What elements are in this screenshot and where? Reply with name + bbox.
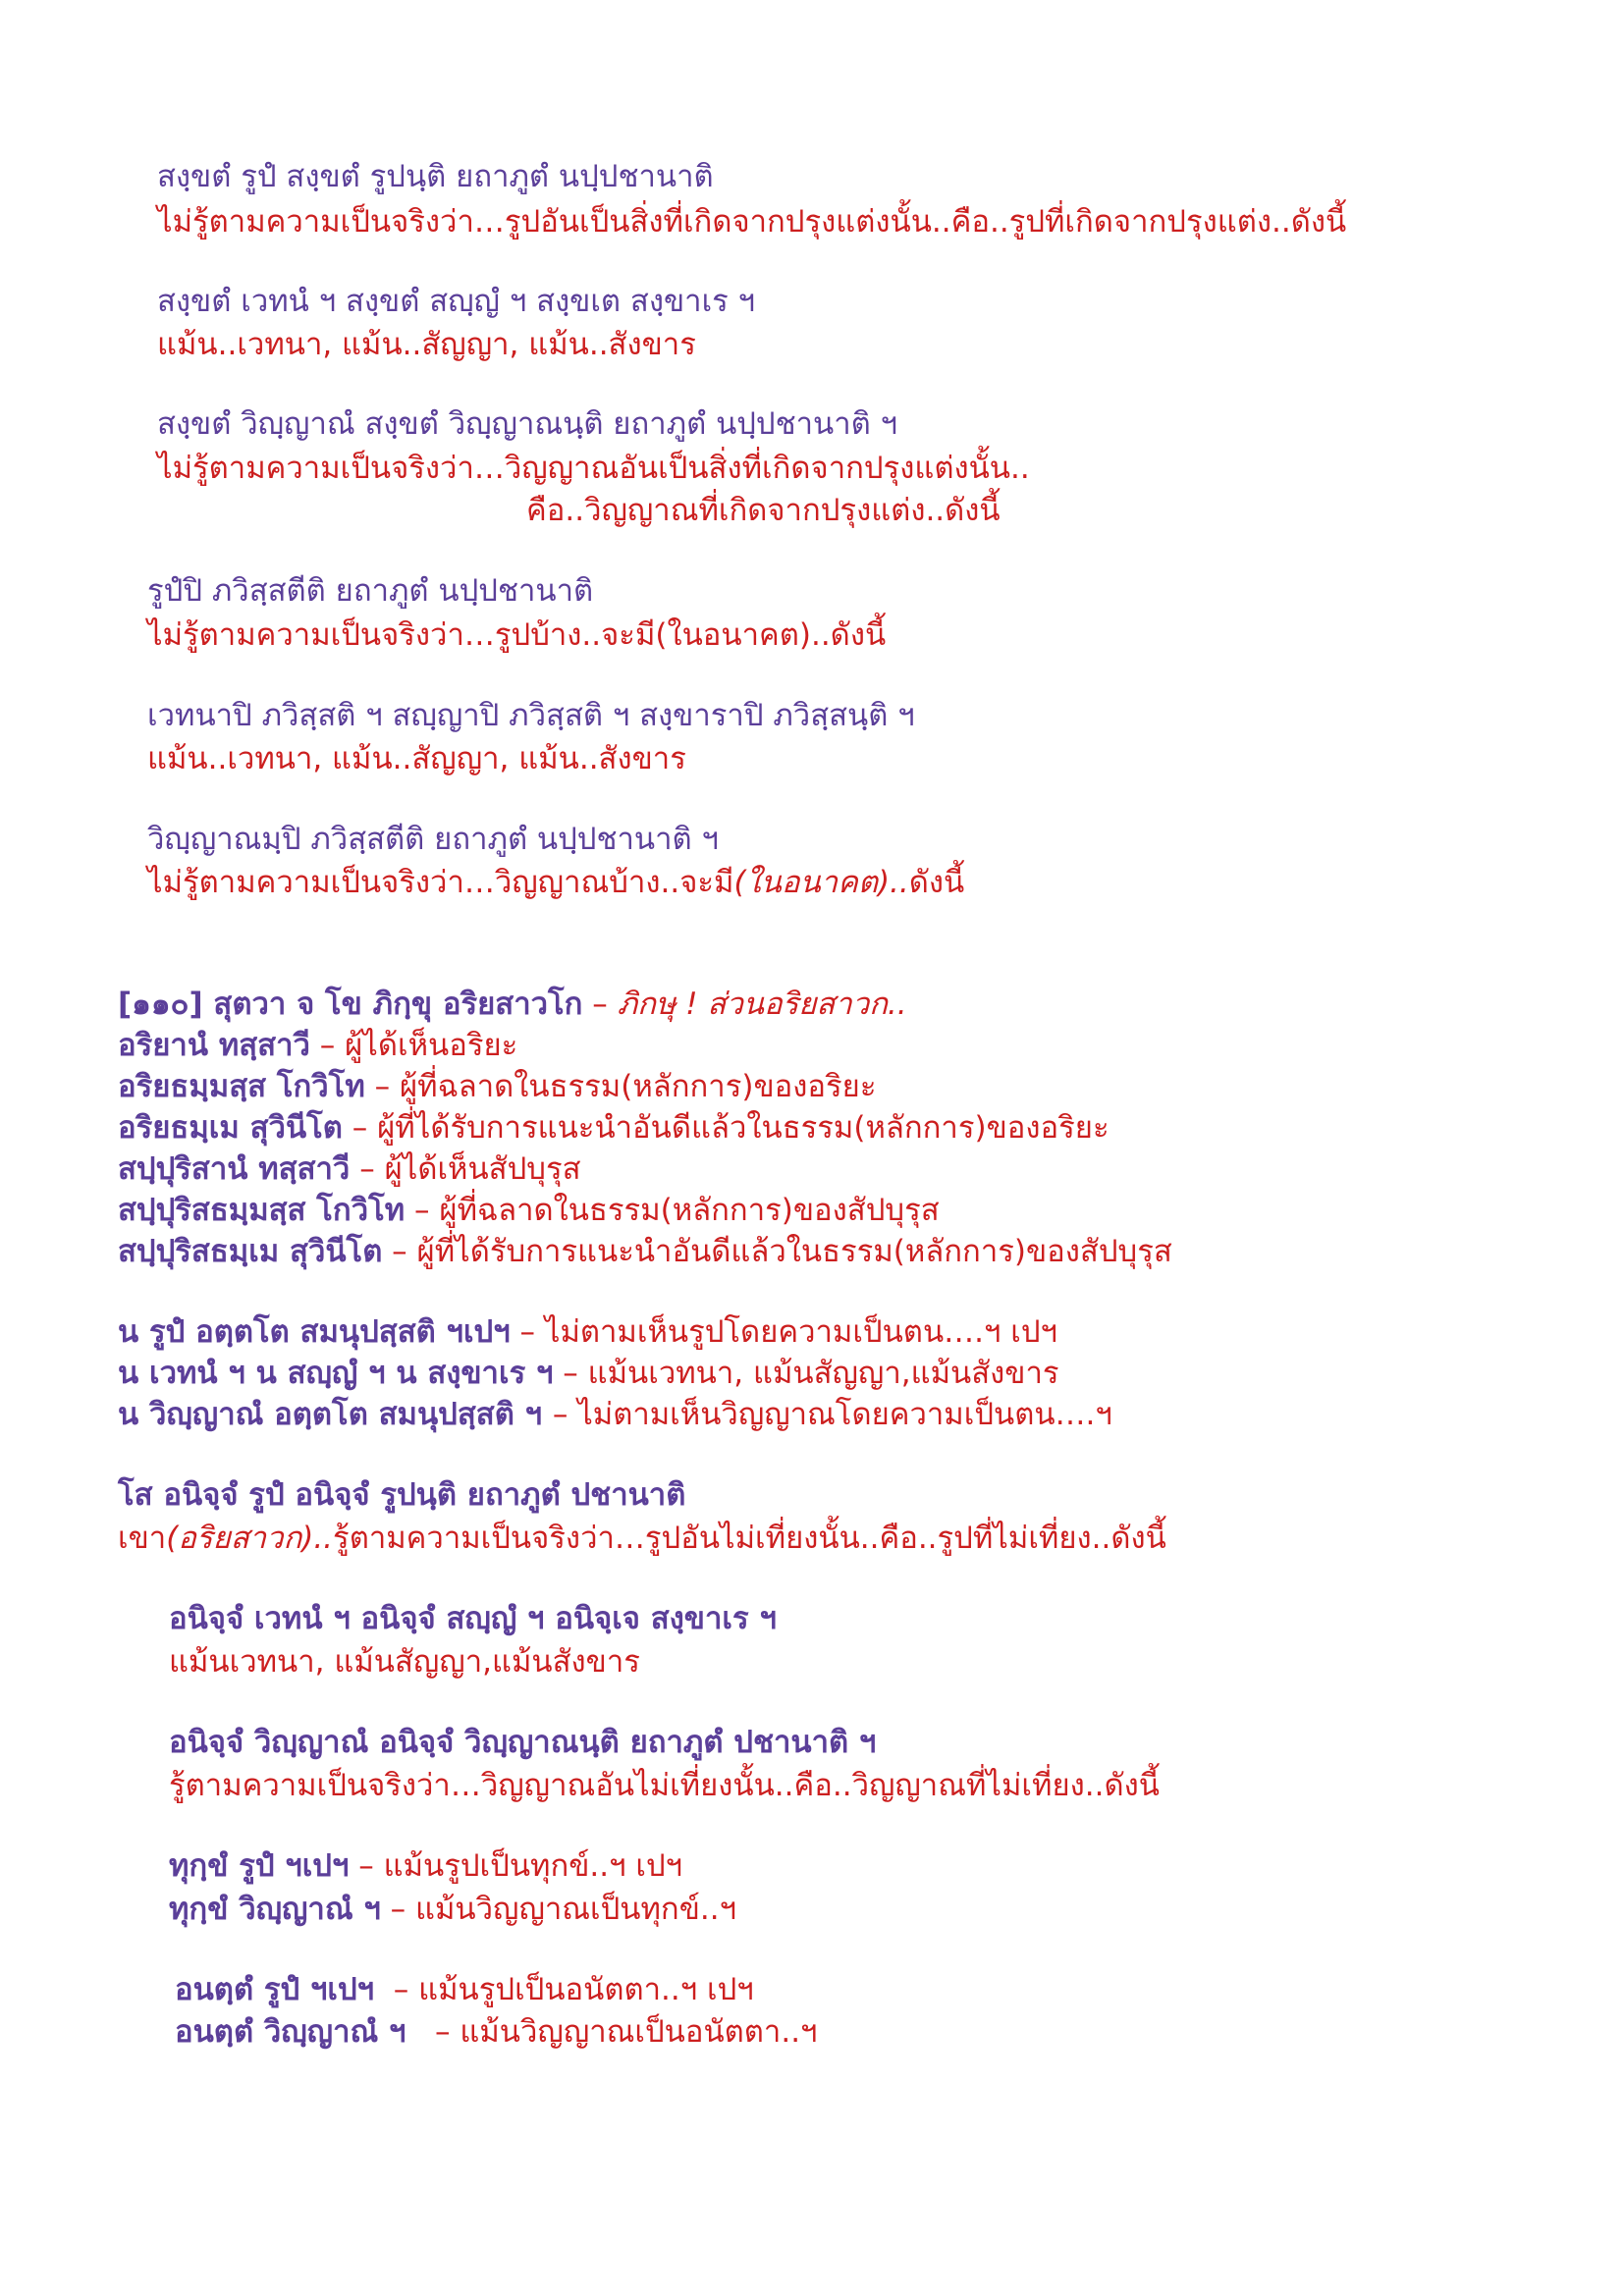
term-pali: อริยธมฺมสฺส โกวิโท [118, 1069, 365, 1104]
not-see-pali: น วิญฺญาณํ อตฺตโต สมนุปสฺสติ ฯ [118, 1397, 553, 1432]
so-pali: โส อนิจฺจํ รูปํ อนิจฺจํ รูปนฺติ ยถาภูตํ ปชานาติ [118, 1477, 686, 1513]
thai-translation-cont: คือ..วิญญาณที่เกิดจากปรุงแต่ง..ดังนี้ [526, 493, 1001, 528]
dash: – [364, 1069, 400, 1104]
thai-translation [147, 865, 965, 900]
pali-line: รูปํปิ ภวิสฺสตีติ ยถาภูตํ นปฺปชานาติ [147, 573, 594, 609]
term-pali: สปฺปุริสานํ ทสฺสาวี [118, 1151, 351, 1187]
pali-line: เวทนาปิ ภวิสฺสติ ฯ สญฺญาปิ ภวิสฺสติ ฯ สงฺขาราปิ ภวิสฺสนฺติ ฯ [147, 698, 915, 733]
term-thai: ผู้ที่ได้รับการแนะนำอันดีแล้วในธรรม(หลักการ)ของสัปบุรุส [416, 1234, 1172, 1269]
thai-translation: แม้นเวทนา, แม้นสัญญา,แม้นสังขาร [169, 1644, 640, 1680]
term-pali: สปฺปุริสธมฺมสฺส โกวิโท [118, 1193, 406, 1228]
not-see-line [118, 1356, 1059, 1391]
not-see-line [118, 1314, 1057, 1350]
term-line [118, 1110, 1110, 1146]
dash: – [374, 1972, 419, 2007]
anatta-thai: แม้นรูปเป็นอนัตตา..ฯ เปฯ [418, 1972, 754, 2007]
dash: – [405, 1193, 440, 1228]
dash: – [552, 1397, 578, 1432]
dash: – [350, 1151, 385, 1187]
dash: – [349, 1848, 384, 1884]
pali-line: สงฺขตํ เวทนํ ฯ สงฺขตํ สญฺญํ ฯ สงฺขเต สงฺขาเร ฯ [157, 284, 756, 319]
anatta-thai: แม้นวิญญาณเป็นอนัตตา..ฯ [460, 2014, 818, 2050]
term-line [118, 1028, 518, 1063]
dash: – [553, 1356, 588, 1391]
so-thai-a: เขา [118, 1521, 167, 1556]
thai-italic: (ในอนาคต).. [733, 865, 909, 900]
anatta-line [175, 1972, 754, 2007]
dash: – [382, 1234, 417, 1269]
dukkha-line [169, 1848, 683, 1884]
not-see-line [118, 1397, 1112, 1432]
dukkha-thai: แม้นรูปเป็นทุกข์..ฯ เปฯ [383, 1848, 683, 1884]
term-thai: ผู้ที่ฉลาดในธรรม(หลักการ)ของอริยะ [400, 1069, 877, 1104]
so-thai-italic: (อริยสาวก).. [166, 1521, 334, 1556]
term-thai: ผู้ที่ฉลาดในธรรม(หลักการ)ของสัปบุรุส [439, 1193, 940, 1228]
thai-translation: แม้น..เวทนา, แม้น..สัญญา, แม้น..สังขาร [147, 741, 686, 776]
thai-translation: รู้ตามความเป็นจริงว่า…วิญญาณอันไม่เที่ยงนั้น..คือ..วิญญาณที่ไม่เที่ยง..ดังนี้ [169, 1768, 1160, 1803]
so-thai-c: รู้ตามความเป็นจริงว่า…รูปอันไม่เที่ยงนั้น..คือ..รูปที่ไม่เที่ยง..ดังนี้ [333, 1521, 1166, 1556]
thai-translation: ไม่รู้ตามความเป็นจริงว่า…รูปบ้าง..จะมี(ในอนาคต)..ดังนี้ [147, 617, 887, 653]
dukkha-line [169, 1892, 736, 1927]
not-see-thai: ไม่ตามเห็นวิญญาณโดยความเป็นตน….ฯ [577, 1397, 1112, 1432]
term-pali: [๑๑๐] สุตวา จ โข ภิกฺขุ อริยสาวโก [118, 987, 583, 1022]
term-line [118, 1069, 877, 1104]
term-thai: ผู้ที่ได้รับการแนะนำอันดีแล้วในธรรม(หลักการ)ของอริยะ [377, 1110, 1110, 1146]
dash: – [510, 1314, 545, 1350]
thai-translation: แม้น..เวทนา, แม้น..สัญญา, แม้น..สังขาร [157, 327, 696, 362]
thai-translation: ไม่รู้ตามความเป็นจริงว่า…รูปอันเป็นสิ่งที่เกิดจากปรุงแต่งนั้น..คือ..รูปที่เกิดจากปรุงแต่ง..ดังนี้ [157, 204, 1347, 240]
term-pali: อริยธมฺเม สุวินีโต [118, 1110, 343, 1146]
term-thai: ผู้ได้เห็นอริยะ [345, 1028, 518, 1063]
dash: – [309, 1028, 346, 1063]
thai-text-end: ดังนี้ [908, 865, 965, 900]
not-see-pali: น รูปํ อตฺตโต สมนุปสฺสติ ฯเปฯ [118, 1314, 511, 1350]
not-see-thai: แม้นเวทนา, แม้นสัญญา,แม้นสังขาร [587, 1356, 1059, 1391]
term-line [118, 989, 907, 1020]
term-thai: ผู้ได้เห็นสัปบุรุส [384, 1151, 581, 1187]
thai-text: ไม่รู้ตามความเป็นจริงว่า…วิญญาณบ้าง..จะมี [147, 865, 734, 900]
term-line [118, 1234, 1172, 1269]
term-thai: ภิกษุ ! ส่วนอริยสาวก.. [617, 987, 907, 1022]
dash: – [582, 987, 618, 1022]
term-pali: อริยานํ ทสฺสาวี [118, 1028, 310, 1063]
anatta-pali: อนตฺตํ รูปํ ฯเปฯ [175, 1972, 375, 2007]
not-see-pali: น เวทนํ ฯ น สญฺญํ ฯ น สงฺขาเร ฯ [118, 1356, 554, 1391]
not-see-thai: ไม่ตามเห็นรูปโดยความเป็นตน….ฯ เปฯ [544, 1314, 1057, 1350]
pali-line: อนิจฺจํ เวทนํ ฯ อนิจฺจํ สญฺญํ ฯ อนิจฺเจ สงฺขาเร ฯ [169, 1601, 777, 1636]
dukkha-pali: ทุกฺขํ รูปํ ฯเปฯ [169, 1848, 350, 1884]
anatta-pali: อนตฺตํ วิญฺญาณํ ฯ [175, 2014, 406, 2050]
anatta-line [175, 2014, 818, 2050]
term-line [118, 1151, 581, 1187]
so-thai [118, 1523, 1166, 1554]
dash: – [406, 2014, 460, 2050]
dash: – [380, 1892, 416, 1927]
term-pali: สปฺปุริสธมฺเม สุวินีโต [118, 1234, 383, 1269]
dash: – [342, 1110, 378, 1146]
thai-translation: ไม่รู้ตามความเป็นจริงว่า…วิญญาณอันเป็นสิ่งที่เกิดจากปรุงแต่งนั้น.. [157, 451, 1030, 486]
pali-line: สงฺขตํ รูปํ สงฺขตํ รูปนฺติ ยถาภูตํ นปฺปชานาติ [157, 159, 714, 194]
dukkha-pali: ทุกฺขํ วิญฺญาณํ ฯ [169, 1892, 381, 1927]
dukkha-thai: แม้นวิญญาณเป็นทุกข์..ฯ [415, 1892, 736, 1927]
term-line [118, 1193, 940, 1228]
pali-line: อนิจฺจํ วิญฺญาณํ อนิจฺจํ วิญฺญาณนฺติ ยถาภูตํ ปชานาติ ฯ [169, 1725, 877, 1760]
pali-line: วิญฺญาณมฺปิ ภวิสฺสตีติ ยถาภูตํ นปฺปชานาติ ฯ [147, 822, 719, 857]
pali-line: สงฺขตํ วิญฺญาณํ สงฺขตํ วิญฺญาณนฺติ ยถาภูตํ นปฺปชานาติ ฯ [157, 406, 898, 442]
